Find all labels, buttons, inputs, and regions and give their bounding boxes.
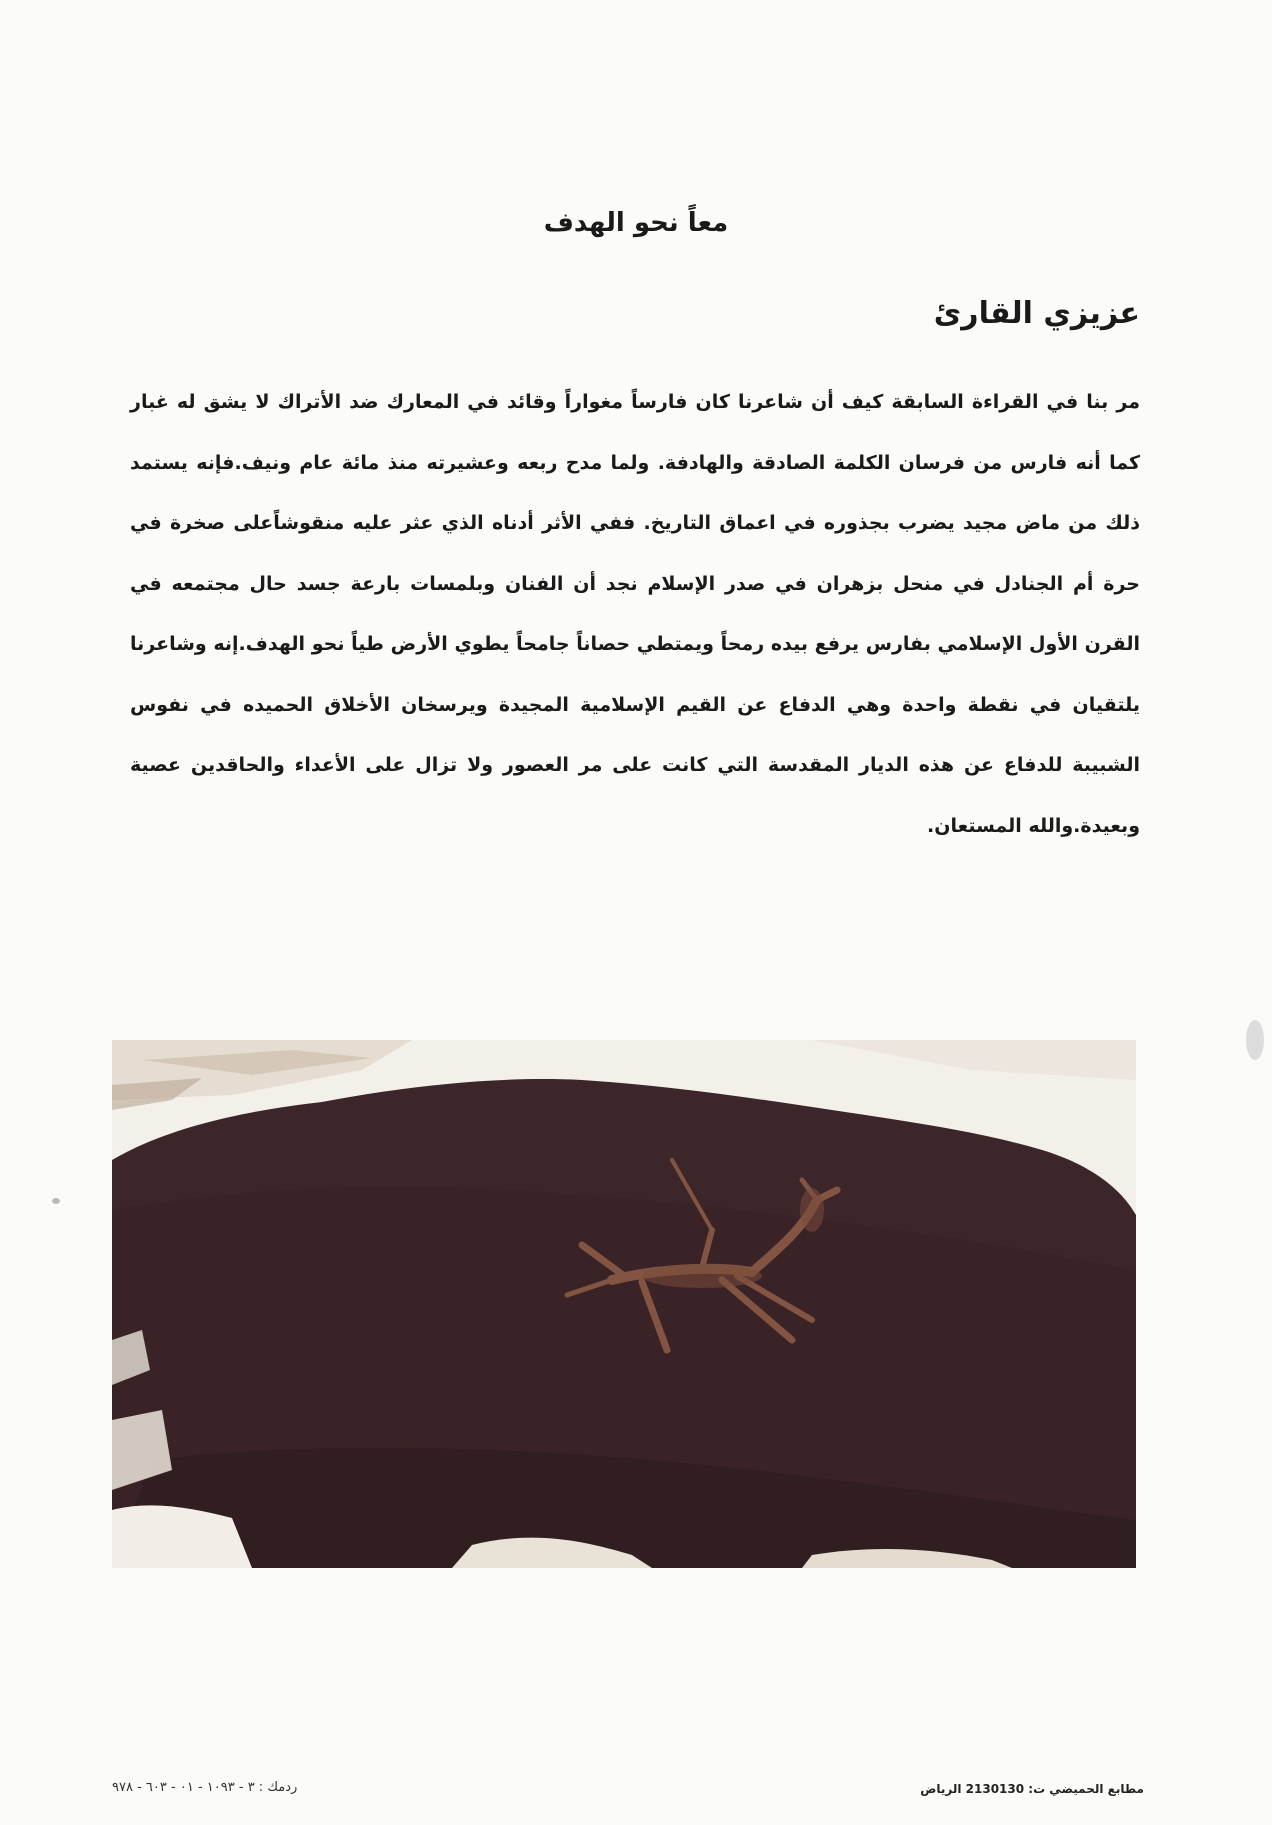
printer-text: مطابع الحميضي ت: 2130130 الرياض bbox=[920, 1782, 1144, 1796]
isbn-text: ردمك : ٣ - ١٠٩٣ - ٠١ - ٦٠٣ - ٩٧٨ bbox=[112, 1780, 298, 1795]
page-title: معاً نحو الهدف bbox=[543, 208, 729, 238]
scan-speck bbox=[1246, 1020, 1264, 1060]
rock-engraving-photo bbox=[112, 1040, 1136, 1568]
scan-speck bbox=[52, 1198, 60, 1204]
greeting-heading: عزيزي القارئ bbox=[933, 296, 1140, 331]
body-paragraph: مر بنا في القراءة السابقة كيف أن شاعرنا كان فارساً مغواراً وقائد في المعارك ضد الأتراك لا يشق له غبار كما أنه فارس من فرسان الكلمة الصادقة والهادفة. ولما مدح ربعه وعشيرته منذ مائة عام ونيف.فإنه يستمد ذلك من ماض مجيد يضرب بجذوره في اعماق التاريخ. ففي الأثر أدناه الذي عثر عليه منقوشاًعلى صخرة في حرة أم الجنادل في منحل بزهران في صدر الإسلام نجد أن الفنان وبلمسات بارعة جسد حال مجتمعه في القرن الأول الإسلامي بفارس يرفع بيده رمحاً ويمتطي حصاناً جامحاً يطوي الأرض طياً نحو الهدف.إنه وشاعرنا يلتقيان في نقطة واحدة وهي الدفاع عن القيم الإسلامية المجيدة ويرسخان الأخلاق الحميده في نفوس الشبيبة للدفاع عن هذه الديار المقدسة التي كانت على مر العصور ولا تزال على الأعداء والحاقدين عصية وبعيدة.والله المستعان. bbox=[130, 391, 1140, 837]
